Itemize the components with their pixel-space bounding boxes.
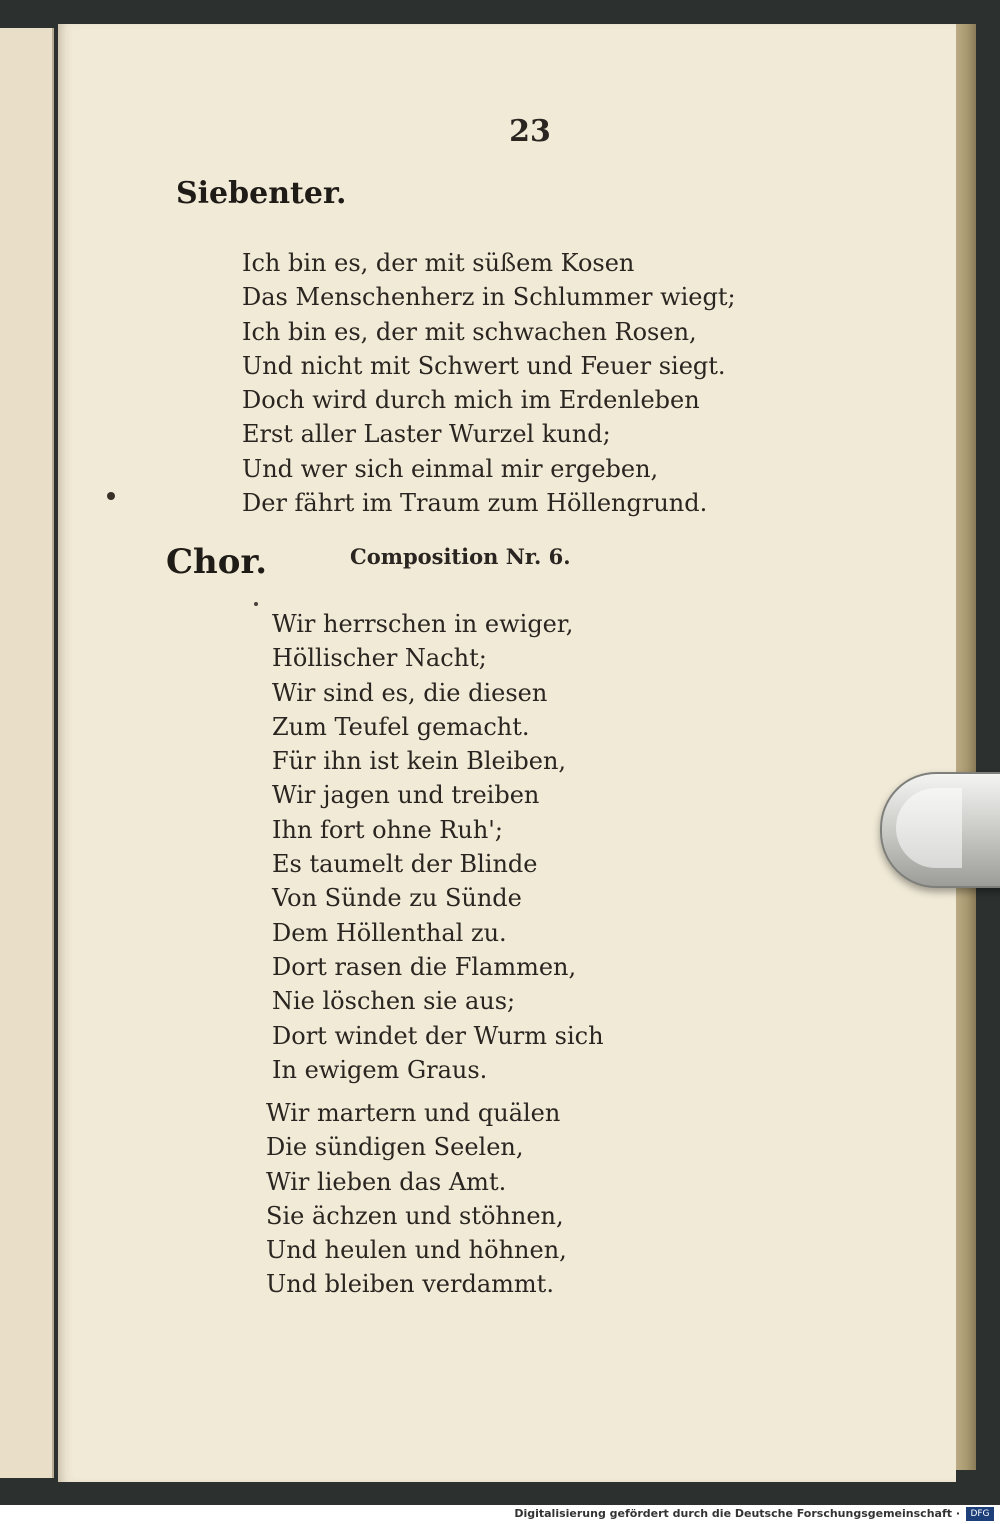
verse-line: Zum Teufel gemacht. bbox=[272, 712, 530, 741]
verse-line: Wir lieben das Amt. bbox=[266, 1167, 507, 1196]
verse-line: Ich bin es, der mit süßem Kosen bbox=[242, 249, 635, 277]
verse-line: Ich bin es, der mit schwachen Rosen, bbox=[242, 317, 697, 346]
verse-line: Von Sünde zu Sünde bbox=[272, 884, 522, 913]
verse-line: Wir martern und quälen bbox=[266, 1099, 561, 1127]
verse-line: Der fährt im Traum zum Höllengrund. bbox=[242, 489, 708, 518]
speaker-heading: Siebenter. bbox=[176, 176, 347, 211]
verse-line: Das Menschenherz in Schlummer wiegt; bbox=[242, 283, 736, 312]
verse-line: Erst aller Laster Wurzel kund; bbox=[242, 420, 611, 449]
verse-line: Wir sind es, die diesen bbox=[272, 678, 548, 707]
left-page-edge bbox=[0, 28, 54, 1478]
verse-line: Wir jagen und treiben bbox=[272, 781, 540, 810]
footer-credit: Digitalisierung gefördert durch die Deutsche Forschungsgemeinschaft · bbox=[514, 1507, 960, 1520]
footer-bar bbox=[0, 1505, 1000, 1524]
verse-line: Die sündigen Seelen, bbox=[266, 1133, 524, 1162]
speaker-heading: Chor. bbox=[166, 542, 268, 582]
verse-line: Dem Höllenthal zu. bbox=[272, 918, 507, 947]
verse-line: Sie ächzen und stöhnen, bbox=[266, 1201, 564, 1230]
book-page bbox=[58, 24, 956, 1482]
verse-block bbox=[242, 246, 736, 520]
verse-line: Höllischer Nacht; bbox=[272, 644, 487, 673]
verse-line: Wir herrschen in ewiger, bbox=[272, 610, 574, 638]
verse-line: Dort windet der Wurm sich bbox=[272, 1021, 604, 1050]
verse-block bbox=[272, 607, 604, 1087]
verse-line: Dort rasen die Flammen, bbox=[272, 952, 577, 981]
verse-line: Es taumelt der Blinde bbox=[272, 850, 538, 879]
ink-spot bbox=[107, 492, 115, 500]
page-number: 23 bbox=[509, 114, 551, 149]
verse-line: Doch wird durch mich im Erdenleben bbox=[242, 386, 700, 415]
verse-line: Und wer sich einmal mir ergeben, bbox=[242, 454, 659, 483]
ink-spot bbox=[254, 602, 258, 606]
verse-line: Ihn fort ohne Ruh'; bbox=[272, 815, 503, 844]
verse-line: Für ihn ist kein Bleiben, bbox=[272, 747, 567, 776]
verse-block bbox=[266, 1096, 567, 1302]
verse-line: Und bleiben verdammt. bbox=[266, 1270, 554, 1299]
verse-line: Nie löschen sie aus; bbox=[272, 987, 516, 1016]
verse-line: In ewigem Graus. bbox=[272, 1055, 488, 1084]
verse-line: Und heulen und höhnen, bbox=[266, 1236, 567, 1265]
dfg-logo-icon: DFG bbox=[966, 1507, 994, 1521]
verse-line: Und nicht mit Schwert und Feuer siegt. bbox=[242, 351, 726, 380]
page-clip bbox=[880, 772, 1000, 888]
composition-heading: Composition Nr. 6. bbox=[350, 544, 571, 569]
